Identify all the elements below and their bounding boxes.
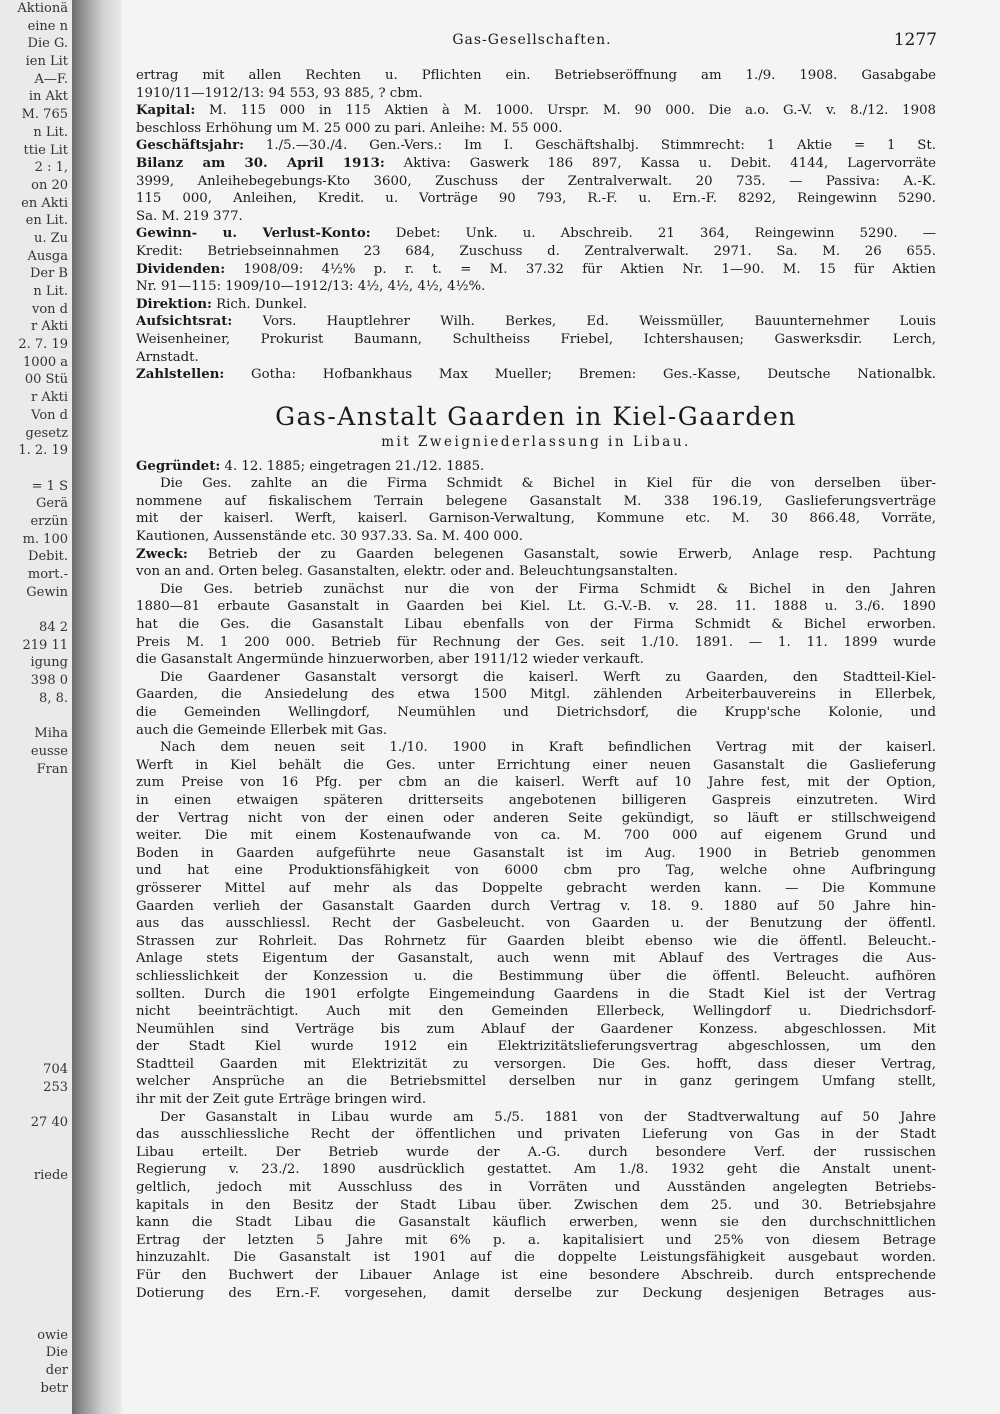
text-line <box>136 827 936 845</box>
text-line <box>136 1214 936 1232</box>
margin-fragment: 1. 2. 19 <box>18 443 68 459</box>
line-text: beschloss Erhöhung um M. 25 000 zu pari. Anleihe: M. 55 000. <box>136 120 563 136</box>
margin-fragment: in Akt <box>28 89 68 105</box>
field-label: Dividenden: <box>136 261 226 277</box>
text-line <box>136 616 936 634</box>
margin-fragment: 2. 7. 19 <box>18 337 68 353</box>
line-text: Kredit: Betriebseinnahmen 23 684, Zuschuss d. Zentralverwalt. 2971. Sa. M. 26 655. <box>136 243 936 259</box>
margin-fragment <box>0 601 72 619</box>
margin-fragment: A—F. <box>34 71 68 87</box>
margin-fragment <box>0 867 72 885</box>
line-text: hat die Ges. die Gasanstalt Libau ebenfalls von der Firma Schmidt & Bichel erworben. <box>136 617 936 633</box>
line-text: das ausschliessliche Recht der öffentlichen und privaten Lieferung von Gas in der Stadt <box>136 1127 936 1143</box>
line-text: Weisenheiner, Prokurist Baumann, Schultheiss Friebel, Ichtershausen; Gaswerksdir. Lerch, <box>136 331 936 347</box>
line-text: Betrieb der zu Gaarden belegenen Gasanstalt, sowie Erwerb, Anlage resp. Pachtung <box>187 546 936 562</box>
line-text: kann die Stadt Libau die Gasanstalt käuflich erwerben, wenn sie den durchschnittlichen <box>136 1215 936 1231</box>
margin-fragment: en Akti <box>21 195 68 211</box>
margin-fragment: = 1 S <box>31 478 68 494</box>
line-text: Rich. Dunkel. <box>211 296 308 312</box>
line-text: Arnstadt. <box>136 349 199 365</box>
text-line <box>136 757 936 775</box>
margin-fragment <box>0 973 72 991</box>
text-line <box>136 792 936 810</box>
margin-fragment: 398 0 <box>30 673 68 689</box>
line-text: nommene auf fiskalischem Terrain belegene Gasanstalt M. 338 196.19, Gaslieferungsverträge <box>136 493 936 509</box>
margin-fragment: ttie Lit <box>23 142 68 158</box>
margin-fragment: n Lit. <box>33 284 68 299</box>
margin-fragment <box>0 1238 72 1256</box>
line-text: Debet: Unk. u. Abschreib. 21 364, Reingewinn 5290. — <box>370 226 936 242</box>
text-line <box>136 774 936 792</box>
text-line <box>136 722 936 740</box>
company-entry <box>136 458 936 1303</box>
field-label: Zweck: <box>136 546 188 562</box>
line-text: von an and. Orten beleg. Gasanstalten, elektr. oder and. Beleuchtungsanstalten. <box>136 564 678 580</box>
margin-fragment: Von d <box>31 407 68 423</box>
text-line <box>136 1285 936 1303</box>
text-line <box>136 950 936 968</box>
field-label: Kapital: <box>136 103 196 119</box>
margin-fragment: Fran <box>36 761 68 777</box>
line-text: Regierung v. 23./2. 1890 ausdrücklich gestattet. Am 1./8. 1932 geht die Anstalt unent- <box>136 1162 936 1178</box>
margin-fragment <box>0 991 72 1009</box>
line-text: Sa. M. 219 377. <box>136 208 243 224</box>
margin-fragment: owie <box>37 1327 68 1343</box>
margin-fragment <box>0 955 72 973</box>
line-text: die Gasanstalt Angermünde hinzuerworben, aber 1911/12 wieder verkauft. <box>136 652 644 668</box>
line-text: Nr. 91—115: 1909/10—1912/13: 4½, 4½, 4½, 4½%. <box>136 279 486 295</box>
text-line <box>136 915 936 933</box>
text-line <box>136 581 936 599</box>
text-line <box>136 598 936 616</box>
text-line <box>136 208 936 226</box>
text-line <box>136 739 936 757</box>
text-line <box>136 331 936 349</box>
text-line <box>136 261 936 279</box>
text-line <box>136 510 936 528</box>
line-text: weiter. Die mit einem Kostenaufwande von ca. M. 700 000 auf eigenem Grund und <box>136 828 936 844</box>
margin-fragment: r Akti <box>31 390 68 406</box>
line-text: 4. 12. 1885; eingetragen 21./12. 1885. <box>220 458 485 474</box>
text-line <box>136 845 936 863</box>
line-text: in einen etwaigen späteren dritterseits angebotenen billigeren Gaspreis einzutreten. Wird <box>136 792 936 808</box>
margin-fragment: 219 11 <box>22 637 68 653</box>
margin-fragment: 84 2 <box>39 620 68 636</box>
margin-fragment: ien Lit <box>25 54 68 70</box>
margin-fragment <box>0 1274 72 1292</box>
margin-fragment: en Lit. <box>25 213 68 229</box>
margin-fragment <box>0 1026 72 1044</box>
margin-fragment: Gewin <box>26 584 68 600</box>
page-content <box>136 67 936 1302</box>
line-text: M. 115 000 in 115 Aktien à M. 1000. Urspr. M. 90 000. Die a.o. G.-V. v. 8./12. 1908 <box>195 103 936 119</box>
line-text: Gaarden, die Ansiedelung des etwa 1500 Mitgl. zählenden Arbeiterbauvereins in Ellerbek, <box>136 687 936 703</box>
text-line <box>136 173 936 191</box>
text-line <box>136 349 936 367</box>
text-line <box>136 458 936 476</box>
line-text: Gotha: Hofbankhaus Max Mueller; Bremen: Ges.-Kasse, Deutsche Nationalbk. <box>224 367 936 383</box>
field-label: Zahlstellen: <box>136 367 225 383</box>
margin-fragment: gesetz <box>25 425 68 441</box>
text-line <box>136 1056 936 1074</box>
margin-fragment: erzün <box>30 513 68 529</box>
line-text: 3999, Anleihebegebungs-Kto 3600, Zuschuss der Zentralverwalt. 20 735. — Passiva: A.-K. <box>136 173 936 189</box>
field-label: Direktion: <box>136 296 212 312</box>
text-line <box>136 493 936 511</box>
margin-fragment: M. 765 <box>21 107 68 123</box>
margin-fragment <box>0 1291 72 1309</box>
margin-fragment <box>0 831 72 849</box>
text-line <box>136 862 936 880</box>
line-text: grösserer Mittel auf mehr als das Doppelte gebracht werden kann. — Die Kommune <box>136 880 936 896</box>
text-line <box>136 810 936 828</box>
margin-fragment <box>0 1044 72 1062</box>
margin-fragment <box>0 1097 72 1115</box>
line-text: aus das ausschliessl. Recht der Gasbeleucht. von Gaarden u. der Benutzung der öffentl. <box>136 916 936 932</box>
margin-fragment: Ausga <box>27 248 68 264</box>
margin-fragment: 00 Stü <box>24 372 68 388</box>
text-line <box>136 1249 936 1267</box>
line-text: Die Ges. zahlte an die Firma Schmidt & Bichel in Kiel für die von derselben über- <box>160 476 936 492</box>
line-text: 115 000, Anleihen, Kredit. u. Vorträge 90 793, R.-F. u. Ern.-F. 8292, Reingewinn 5290. <box>136 191 936 207</box>
line-text: geltlich, jedoch mit Ausschluss des in Vorräten und Ausständen angelegten Betriebs- <box>136 1180 936 1196</box>
text-line <box>136 1003 936 1021</box>
text-line <box>136 669 936 687</box>
previous-company-entry <box>136 67 936 384</box>
text-line <box>136 1126 936 1144</box>
margin-fragment: on 20 <box>31 177 68 193</box>
text-line <box>136 986 936 1004</box>
line-text: Anlage stets Eigentum der Gasanstalt, auch wenn mit Ablauf des Vertrages die Aus- <box>136 951 936 967</box>
field-label: Bilanz am 30. April 1913: <box>136 155 385 171</box>
margin-fragment <box>0 1150 72 1168</box>
text-line <box>136 278 936 296</box>
text-line <box>136 137 936 155</box>
company-subtitle: mit Zweigniederlassung in Libau. <box>381 433 691 450</box>
text-line <box>136 296 936 314</box>
margin-fragment: Die <box>45 1345 68 1361</box>
field-label: Gewinn- u. Verlust-Konto: <box>136 226 371 242</box>
text-line <box>136 1021 936 1039</box>
margin-fragment <box>0 1309 72 1327</box>
margin-fragment: 704 <box>43 1062 68 1078</box>
page-number: 1277 <box>893 30 937 50</box>
text-line <box>136 1179 936 1197</box>
line-text: Werft in Kiel behält die Ges. unter Errichtung einer neuen Gasanstalt die Gaslieferung <box>136 757 936 773</box>
line-text: Für den Buchwert der Libauer Anlage ist eine besondere Abschreib. durch entsprechende <box>136 1268 936 1283</box>
line-text: ertrag mit allen Rechten u. Pflichten ein. Betriebseröffnung am 1./9. 1908. Gasabgabe <box>136 68 936 83</box>
margin-fragment <box>0 937 72 955</box>
text-line <box>136 1091 936 1109</box>
margin-fragment <box>0 778 72 796</box>
margin-fragment: der <box>45 1362 68 1378</box>
text-line <box>136 1232 936 1250</box>
margin-fragment <box>0 1132 72 1150</box>
text-line <box>136 1197 936 1215</box>
text-line <box>136 243 936 261</box>
line-text: der Stadt Kiel wurde 1912 ein Elektrizitätslieferungsvertrag abgeschlossen, um den <box>136 1039 936 1055</box>
line-text: schliesslichkeit der Konzession u. die Bestimmung über die öffentl. Beleucht. aufhören <box>136 968 936 984</box>
running-head: Gas-Gesellschaften. <box>452 32 612 48</box>
margin-fragment <box>0 849 72 867</box>
margin-fragment: igung <box>30 655 68 671</box>
line-text: Die Gaardener Gasanstalt versorgt die kaiserl. Werft zu Gaarden, den Stadtteil-Kiel- <box>160 669 936 685</box>
book-gutter <box>72 0 122 1414</box>
text-line <box>136 1073 936 1091</box>
margin-fragment: Die G. <box>27 36 68 52</box>
line-text: Vors. Hauptlehrer Wilh. Berkes, Ed. Weissmüller, Bauunternehmer Louis <box>232 314 936 330</box>
margin-fragment: Debit. <box>28 549 68 565</box>
margin-fragment <box>0 1203 72 1221</box>
line-text: zum Preise von 16 Pfg. per cbm an die kaiserl. Werft auf 10 Jahre fest, mit der Option, <box>136 775 936 791</box>
company-title: Gas-Anstalt Gaarden in Kiel-Gaarden <box>275 401 797 431</box>
text-line <box>136 1038 936 1056</box>
line-text: Strassen zur Rohrleit. Das Rohrnetz für Gaarden bleibt ebenso wie die öffentl. Beleucht.- <box>136 933 936 949</box>
line-text: Preis M. 1 200 000. Betrieb für Rechnung der Ges. seit 1./10. 1891. — 1. 11. 1899 wurde <box>136 634 936 650</box>
line-text: Libau erteilt. Der Betrieb wurde der A.-G. durch besondere Verf. der russischen <box>136 1144 936 1160</box>
text-line <box>136 190 936 208</box>
margin-fragment: n Lit. <box>33 124 68 140</box>
margin-fragment <box>0 884 72 902</box>
text-line <box>136 563 936 581</box>
field-label: Aufsichtsrat: <box>136 314 233 330</box>
margin-fragment <box>0 708 72 726</box>
line-text: mit der kaiserl. Werft, kaiserl. Garnison-Verwaltung, Kommune etc. M. 30 866.48, Vorräte, <box>136 511 936 527</box>
line-text: Kautionen, Aussenstände etc. 30 937.33. Sa. M. 400 000. <box>136 529 523 545</box>
text-line <box>136 102 936 120</box>
margin-fragment <box>0 460 72 478</box>
margin-fragment: 253 <box>43 1079 68 1095</box>
margin-fragment: von d <box>32 301 68 317</box>
line-text: 1./5.—30./4. Gen.-Vers.: Im I. Geschäftshalbj. Stimmrecht: 1 Aktie = 1 St. <box>244 138 936 154</box>
field-label: Gegründet: <box>136 458 221 474</box>
text-line <box>136 225 936 243</box>
text-line <box>136 155 936 173</box>
margin-fragment: betr <box>40 1380 68 1396</box>
text-line <box>136 1144 936 1162</box>
text-line <box>136 528 936 546</box>
margin-fragment: m. 100 <box>22 531 68 547</box>
line-text: Ertrag der letzten 5 Jahre mit 6% p. a. kapitalisiert und 25% von diesem Betrage <box>136 1232 936 1248</box>
margin-fragment: Der B <box>29 266 68 282</box>
margin-fragment: 8, 8. <box>39 690 68 706</box>
margin-fragment: 2 : 1, <box>34 160 68 176</box>
line-text: hinzuzahlt. Die Gasanstalt ist 1901 auf die doppelte Leistungsfähigkeit ausgebaut worden. <box>136 1250 936 1266</box>
line-text: Boden in Gaarden aufgeführte neue Gasanstalt ist im Aug. 1900 in Betrieb genommen <box>136 845 936 861</box>
text-line <box>136 880 936 898</box>
margin-fragment: eine n <box>27 18 68 34</box>
line-text: Stadtteil Gaarden mit Elektrizität zu versorgen. Die Ges. hofft, dass dieser Vertrag, <box>136 1056 936 1072</box>
margin-fragment: riede <box>33 1168 68 1184</box>
text-line <box>136 651 936 669</box>
margin-fragment: Gerä <box>35 496 68 512</box>
text-line <box>136 704 936 722</box>
line-text: kapitals in den Besitz der Stadt Libau über. Zwischen dem 25. und 30. Betriebsjahre <box>136 1197 936 1213</box>
text-line <box>136 1109 936 1127</box>
text-line <box>136 933 936 951</box>
text-line <box>136 634 936 652</box>
text-line <box>136 313 936 331</box>
text-line <box>136 1267 936 1285</box>
page <box>122 0 1000 1414</box>
margin-fragment <box>0 1220 72 1238</box>
margin-fragment: Aktionä <box>17 1 68 16</box>
margin-fragment: Miha <box>34 726 68 742</box>
line-text: Die Ges. betrieb zunächst nur die von der Firma Schmidt & Bichel in den Jahren <box>160 581 936 597</box>
margin-fragment <box>0 1256 72 1274</box>
margin-fragment <box>0 814 72 832</box>
text-line <box>136 475 936 493</box>
line-text: Der Gasanstalt in Libau wurde am 5./5. 1881 von der Stadtverwaltung auf 50 Jahre <box>160 1109 936 1125</box>
margin-fragment: eusse <box>30 743 68 759</box>
text-line <box>136 67 936 85</box>
line-text: sollten. Durch die 1901 erfolgte Eingemeindung Gaardens in die Stadt Kiel ist der Vertrag <box>136 986 936 1002</box>
line-text: nicht beeinträchtigt. Auch mit den Gemeinden Ellerbeck, Wellingdorf u. Diedrichsdorf- <box>136 1004 936 1020</box>
text-line <box>136 120 936 138</box>
text-line <box>136 898 936 916</box>
text-line <box>136 85 936 103</box>
line-text: 1908/09: 4½% p. r. t. = M. 37.32 für Aktien Nr. 1—90. M. 15 für Aktien <box>225 261 936 277</box>
line-text: Dotierung des Ern.-F. vorgesehen, damit derselbe zur Deckung desjenigen Betrages aus- <box>136 1285 936 1301</box>
facing-page-fragment <box>0 0 72 1414</box>
text-line <box>136 546 936 564</box>
margin-fragment <box>0 1185 72 1203</box>
line-text: auch die Gemeinde Ellerbek mit Gas. <box>136 722 388 738</box>
line-text: 1880—81 erbaute Gasanstalt in Gaarden bei Kiel. Lt. G.-V.-B. v. 28. 11. 1888 u. 3./6. 1890 <box>136 599 936 615</box>
line-text: Nach dem neuen seit 1./10. 1900 in Kraft befindlichen Vertrag mit der kaiserl. <box>160 740 936 756</box>
margin-fragment <box>0 796 72 814</box>
line-text: Gaarden verlieh der Gasanstalt Gaarden durch Vertrag v. 18. 9. 1880 auf 50 Jahre hin- <box>136 898 936 914</box>
line-text: die Gemeinden Wellingdorf, Neumühlen und Dietrichsdorf, die Krupp'sche Kolonie, und <box>136 705 936 720</box>
text-line <box>136 366 936 384</box>
margin-fragment: 27 40 <box>30 1115 68 1131</box>
line-text: Neumühlen sind Verträge bis zum Ablauf der Gaardener Konzess. abgeschlossen. Mit <box>136 1021 936 1037</box>
line-text: der Vertrag nicht von der einen oder anderen Seite gekündigt, so läuft er stillschweigend <box>136 810 936 826</box>
margin-fragment <box>0 902 72 920</box>
field-label: Geschäftsjahr: <box>136 138 245 154</box>
text-line <box>136 1161 936 1179</box>
margin-fragment <box>0 1008 72 1026</box>
line-text: 1910/11—1912/13: 94 553, 93 885, ? cbm. <box>136 85 423 101</box>
margin-fragment <box>0 920 72 938</box>
line-text: ihr mit der Zeit gute Erträge bringen wird. <box>136 1092 427 1108</box>
line-text: welcher Ansprüche an die Betriebsmittel derselben nur in ganz geringem Umfang stellt, <box>136 1074 936 1090</box>
line-text: Aktiva: Gaswerk 186 897, Kassa u. Debit. 4144, Lagervorräte <box>384 155 936 171</box>
line-text: und hat eine Produktionsfähigkeit von 6000 cbm pro Tag, welche ohne Aufbringung <box>136 863 936 879</box>
margin-fragment: mort.- <box>27 567 68 582</box>
text-line <box>136 686 936 704</box>
margin-fragment: 1000 a <box>23 354 68 370</box>
text-line <box>136 968 936 986</box>
margin-fragment: u. Zu <box>33 230 68 246</box>
margin-fragment: r Akti <box>31 319 68 335</box>
